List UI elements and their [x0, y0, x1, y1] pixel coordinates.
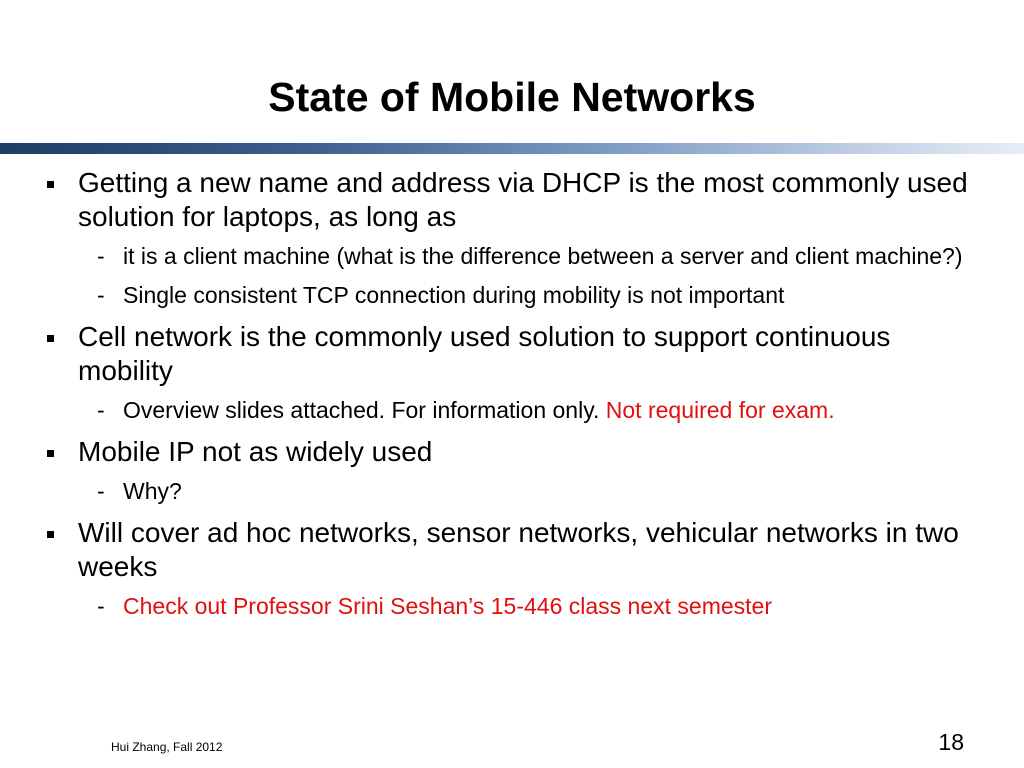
highlight-text: Not required for exam.	[605, 397, 835, 423]
bullet-text: Mobile IP not as widely used	[78, 436, 433, 467]
bullet-text: Cell network is the commonly used solution to support continuous mobility	[78, 321, 891, 386]
sub-bullet-item	[40, 477, 990, 506]
title-underline-bar	[0, 143, 1024, 154]
bullet-item	[40, 320, 990, 388]
dash-marker: -	[97, 593, 105, 619]
bullet-text: Will cover ad hoc networks, sensor networks, vehicular networks in two weeks	[78, 517, 959, 582]
sub-bullet-text: Why?	[123, 478, 182, 504]
footer-author: Hui Zhang, Fall 2012	[111, 740, 223, 754]
sub-bullet-item	[40, 242, 990, 271]
slide-title: State of Mobile Networks	[268, 74, 756, 120]
sub-bullet-text: Overview slides attached. For information only.	[123, 397, 606, 423]
sub-bullet-text: it is a client machine (what is the difference between a server and client machine?)	[123, 243, 963, 269]
bullet-text: Getting a new name and address via DHCP is the most commonly used solution for laptops, as long as	[78, 167, 968, 232]
dash-marker: -	[97, 478, 105, 504]
sub-bullet-text: Single consistent TCP connection during mobility is not important	[123, 282, 785, 308]
slide-content	[40, 166, 990, 631]
sub-bullet-item	[40, 592, 990, 621]
sub-bullet-item	[40, 281, 990, 310]
bullet-item	[40, 435, 990, 469]
square-bullet-icon	[47, 531, 54, 538]
square-bullet-icon	[47, 450, 54, 457]
bullet-item	[40, 166, 990, 234]
page-number: 18	[938, 729, 964, 755]
dash-marker: -	[97, 397, 105, 423]
sub-bullet-item	[40, 396, 990, 425]
bullet-item	[40, 516, 990, 584]
square-bullet-icon	[47, 181, 54, 188]
dash-marker: -	[97, 243, 105, 269]
dash-marker: -	[97, 282, 105, 308]
highlight-text: Check out Professor Srini Seshan’s 15-446 class next semester	[123, 593, 772, 619]
square-bullet-icon	[47, 335, 54, 342]
